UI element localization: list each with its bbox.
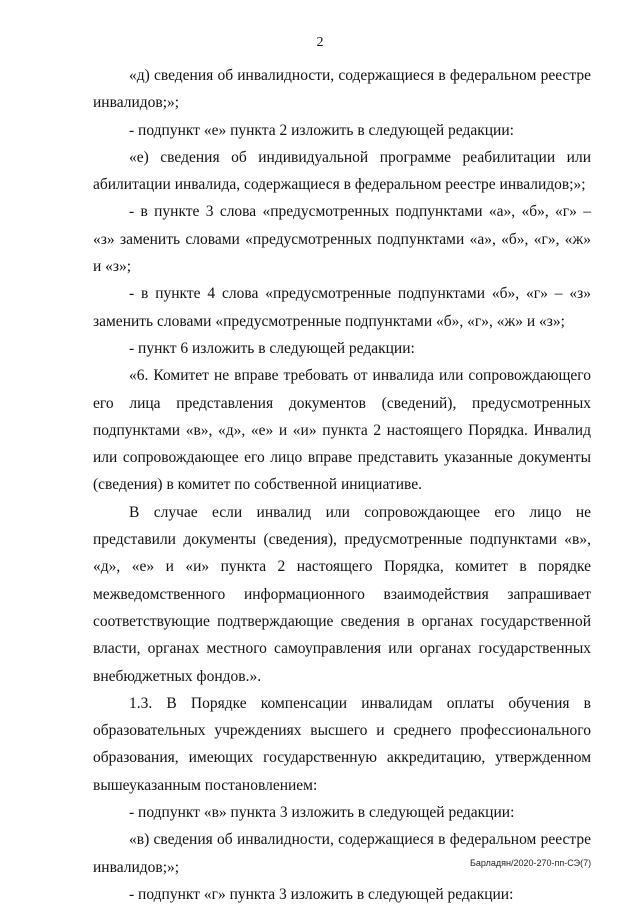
document-body — [93, 62, 591, 908]
paragraph: «6. Комитет не вправе требовать от инвалида или сопровождающего его лица представления документов (сведений), предусмотренных подпунктами «в», «д», «е» и «и» пункта 2 настоящего Порядка. Инвалид или сопровождающее его лицо вправе представить указанные документы (сведения) в комитет по собственной инициативе. — [93, 367, 591, 494]
paragraph: 1.3. В Порядке компенсации инвалидам оплаты обучения в образовательных учреждениях высшего и среднего профессионального образования, имеющих государственную аккредитацию, утвержденном вышеуказанным постановлением: — [93, 694, 591, 794]
document-stamp: Барладян/2020-270-пп-СЭ(7) — [470, 858, 592, 868]
paragraph: - подпункт «в» пункта 3 изложить в следующей редакции: — [129, 804, 515, 822]
paragraph: - пункт 6 изложить в следующей редакции: — [129, 339, 415, 357]
paragraph: «е) сведения об индивидуальной программе реабилитации или абилитации инвалида, содержащиеся в федеральном реестре инвалидов;»; — [93, 148, 591, 194]
paragraph: «в) сведения об инвалидности, содержащиеся в федеральном реестре инвалидов;»; — [93, 831, 591, 876]
page-number: 2 — [316, 35, 324, 50]
paragraph: - в пункте 4 слова «предусмотренные подпунктами «б», «г» – «з» заменить словами «предусмотренные подпунктами «б», «г», «ж» и «з»; — [93, 285, 591, 330]
paragraph: - подпункт «е» пункта 2 изложить в следующей редакции: — [129, 121, 514, 139]
paragraph: В случае если инвалид или сопровождающее его лицо не представили документы (сведения), предусмотренные подпунктами «в», «д», «е» и «и» пункта 2 настоящего Порядка, комитет в порядке межведомственного информационного взаимодействия запрашивает соответствующие подтверждающие сведения в органах государственной власти, органах местного самоуправления или органах государственных внебюджетных фондов.». — [93, 503, 591, 685]
paragraph: - в пункте 3 слова «предусмотренных подпунктами «а», «б», «г» – «з» заменить словами «предусмотренных подпунктами «а», «б», «г», «ж» и «з»; — [93, 203, 591, 276]
paragraph: - подпункт «г» пункта 3 изложить в следующей редакции: — [129, 885, 514, 903]
paragraph: «д) сведения об инвалидности, содержащиеся в федеральном реестре инвалидов;»; — [93, 67, 591, 112]
